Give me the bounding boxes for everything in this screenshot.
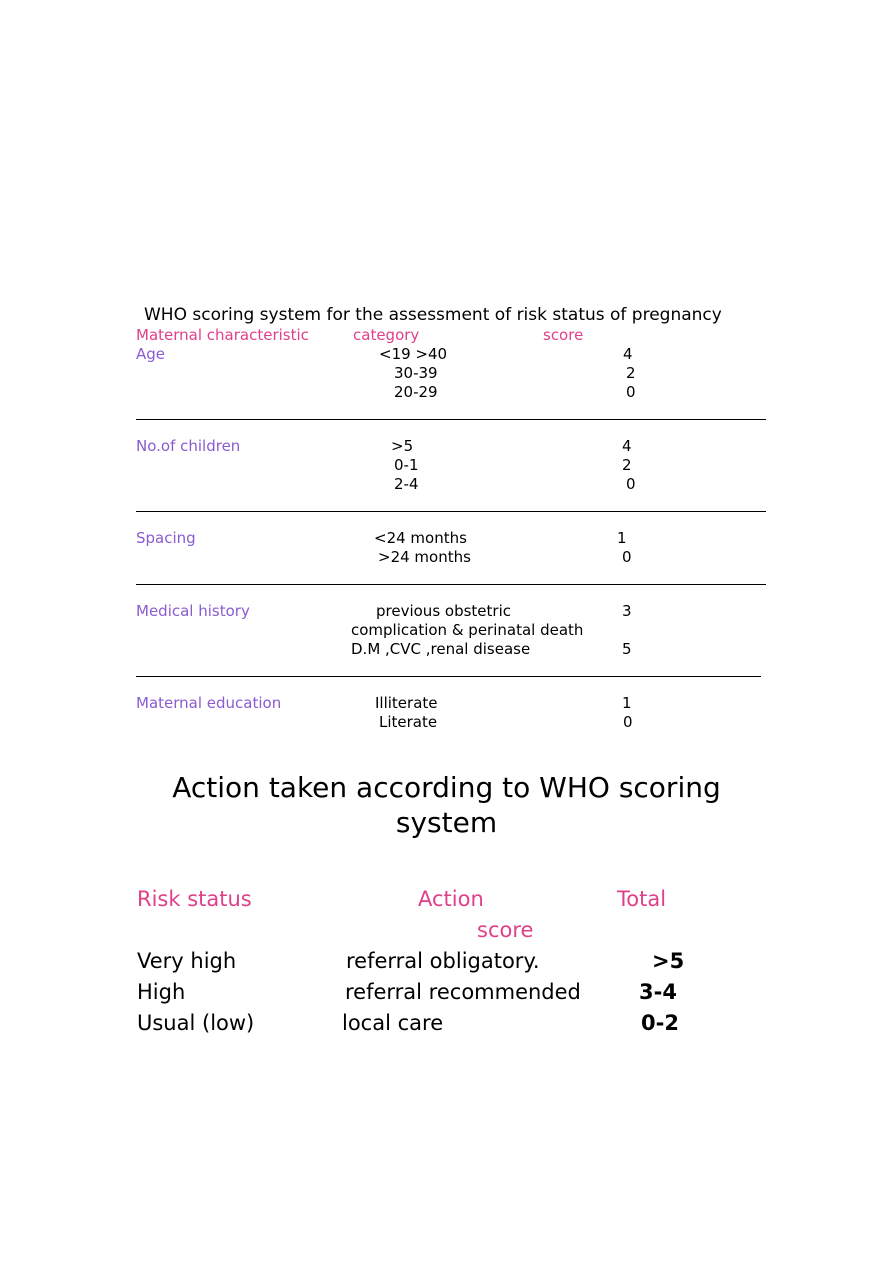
score-value: 2 <box>626 364 636 382</box>
score-value: 0 <box>626 383 636 401</box>
score-value: 0 <box>622 548 632 566</box>
category-value: >24 months <box>378 548 471 566</box>
row-label-medical: Medical history <box>136 602 250 620</box>
action-header-risk: Risk status <box>137 887 252 911</box>
row-label-education: Maternal education <box>136 694 282 712</box>
divider <box>136 584 766 585</box>
category-value: Literate <box>379 713 438 731</box>
category-value: 0-1 <box>394 456 419 474</box>
table-title: WHO scoring system for the assessment of risk status of pregnancy <box>144 305 722 325</box>
divider <box>136 676 761 677</box>
score-value: 4 <box>623 345 633 363</box>
row-label-age: Age <box>136 345 166 363</box>
category-value: 2-4 <box>394 475 419 493</box>
risk-value: High <box>137 980 186 1004</box>
total-score-value: >5 <box>652 949 685 973</box>
divider <box>136 419 766 420</box>
total-score-value: 3-4 <box>639 980 677 1004</box>
action-value: referral recommended <box>345 980 581 1004</box>
score-value: 0 <box>626 475 636 493</box>
row-label-children: No.of children <box>136 437 241 455</box>
action-header-total: Total <box>617 887 667 911</box>
divider <box>136 511 766 512</box>
score-value: 0 <box>623 713 633 731</box>
row-label-spacing: Spacing <box>136 529 196 547</box>
category-value: previous obstetric <box>376 602 511 620</box>
total-score-value: 0-2 <box>641 1011 679 1035</box>
score-value: 5 <box>622 640 632 658</box>
category-value: D.M ,CVC ,renal disease <box>351 640 531 658</box>
category-value: <24 months <box>374 529 467 547</box>
header-category: category <box>353 326 420 344</box>
category-value: complication & perinatal death <box>351 621 584 639</box>
category-value: 30-39 <box>394 364 438 382</box>
score-value: 4 <box>622 437 632 455</box>
action-header-score: score <box>477 918 534 942</box>
action-title-line1: Action taken according to WHO scoring <box>172 771 721 804</box>
action-title-line2: system <box>395 806 498 839</box>
category-value: 20-29 <box>394 383 438 401</box>
category-value: Illiterate <box>375 694 438 712</box>
action-value: referral obligatory. <box>346 949 540 973</box>
score-value: 1 <box>617 529 627 547</box>
category-value: <19 >40 <box>379 345 448 363</box>
risk-value: Usual (low) <box>137 1011 255 1035</box>
action-header-action: Action <box>418 887 484 911</box>
score-value: 1 <box>622 694 632 712</box>
category-value: >5 <box>391 437 414 455</box>
header-characteristic: Maternal characteristic <box>136 326 309 344</box>
action-value: local care <box>342 1011 444 1035</box>
score-value: 2 <box>622 456 632 474</box>
risk-value: Very high <box>137 949 237 973</box>
header-score: score <box>543 326 584 344</box>
score-value: 3 <box>622 602 632 620</box>
